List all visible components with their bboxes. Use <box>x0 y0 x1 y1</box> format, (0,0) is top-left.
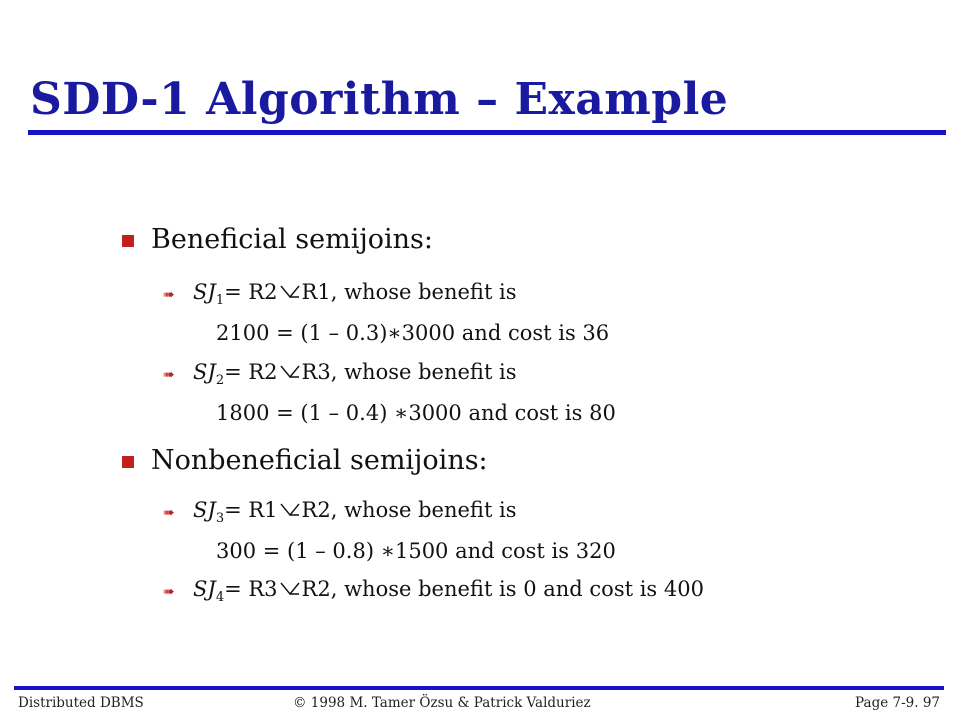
sj-operand: R2 <box>301 577 331 601</box>
footer-course: Distributed DBMS <box>18 695 144 711</box>
sj-equation: = R3 <box>224 577 278 601</box>
square-bullet-icon <box>122 456 134 468</box>
sj-label: $SJ_3$ <box>193 498 225 527</box>
list-item-sj1 <box>163 276 609 349</box>
sj-label: $SJ_1$ <box>193 280 225 309</box>
arrow-bullet-icon: ➠ <box>163 287 175 303</box>
list-item-sj4 <box>163 573 704 614</box>
section-nonbeneficial <box>122 445 488 476</box>
sj-label: $SJ_4$ <box>193 577 225 606</box>
sj-equation: = R1 <box>224 498 278 522</box>
sj-continuation: 300 = (1 – 0.8) ∗1500 and cost is 320 <box>216 539 616 564</box>
semijoin-icon <box>279 503 301 517</box>
arrow-bullet-icon: ➠ <box>163 505 175 521</box>
list-item-sj2 <box>163 356 616 429</box>
sj-operand: R2 <box>301 498 331 522</box>
sj-rest: , whose benefit is 0 and cost is 400 <box>330 577 704 601</box>
footer-rule <box>14 686 944 690</box>
sj-continuation: 1800 = (1 – 0.4) ∗3000 and cost is 80 <box>216 401 616 426</box>
section-beneficial <box>122 224 433 255</box>
sj-continuation: 2100 = (1 – 0.3)∗3000 and cost is 36 <box>216 321 610 346</box>
arrow-bullet-icon: ➠ <box>163 584 175 600</box>
semijoin-icon <box>279 365 301 379</box>
sj-equation: = R2 <box>224 360 278 384</box>
title-rule <box>28 130 946 135</box>
semijoin-icon <box>279 582 301 596</box>
sj-operand: R1 <box>301 280 331 304</box>
sj-label: $SJ_2$ <box>193 360 225 389</box>
sj-rest: , whose benefit is <box>330 280 517 304</box>
sj-operand: R3 <box>301 360 331 384</box>
page-title: SDD-1 Algorithm – Example <box>30 74 729 125</box>
section-heading: Nonbeneficial semijoins: <box>151 445 488 476</box>
section-heading: Beneficial semijoins: <box>151 224 433 255</box>
arrow-bullet-icon: ➠ <box>163 367 175 383</box>
sj-rest: , whose benefit is <box>330 498 517 522</box>
square-bullet-icon <box>122 235 134 247</box>
sj-equation: = R2 <box>224 280 278 304</box>
semijoin-icon <box>279 285 301 299</box>
footer-copyright: © 1998 M. Tamer Özsu & Patrick Valduriez <box>293 695 591 711</box>
footer-page-number: Page 7-9. 97 <box>855 695 940 711</box>
list-item-sj3 <box>163 494 616 567</box>
sj-rest: , whose benefit is <box>330 360 517 384</box>
